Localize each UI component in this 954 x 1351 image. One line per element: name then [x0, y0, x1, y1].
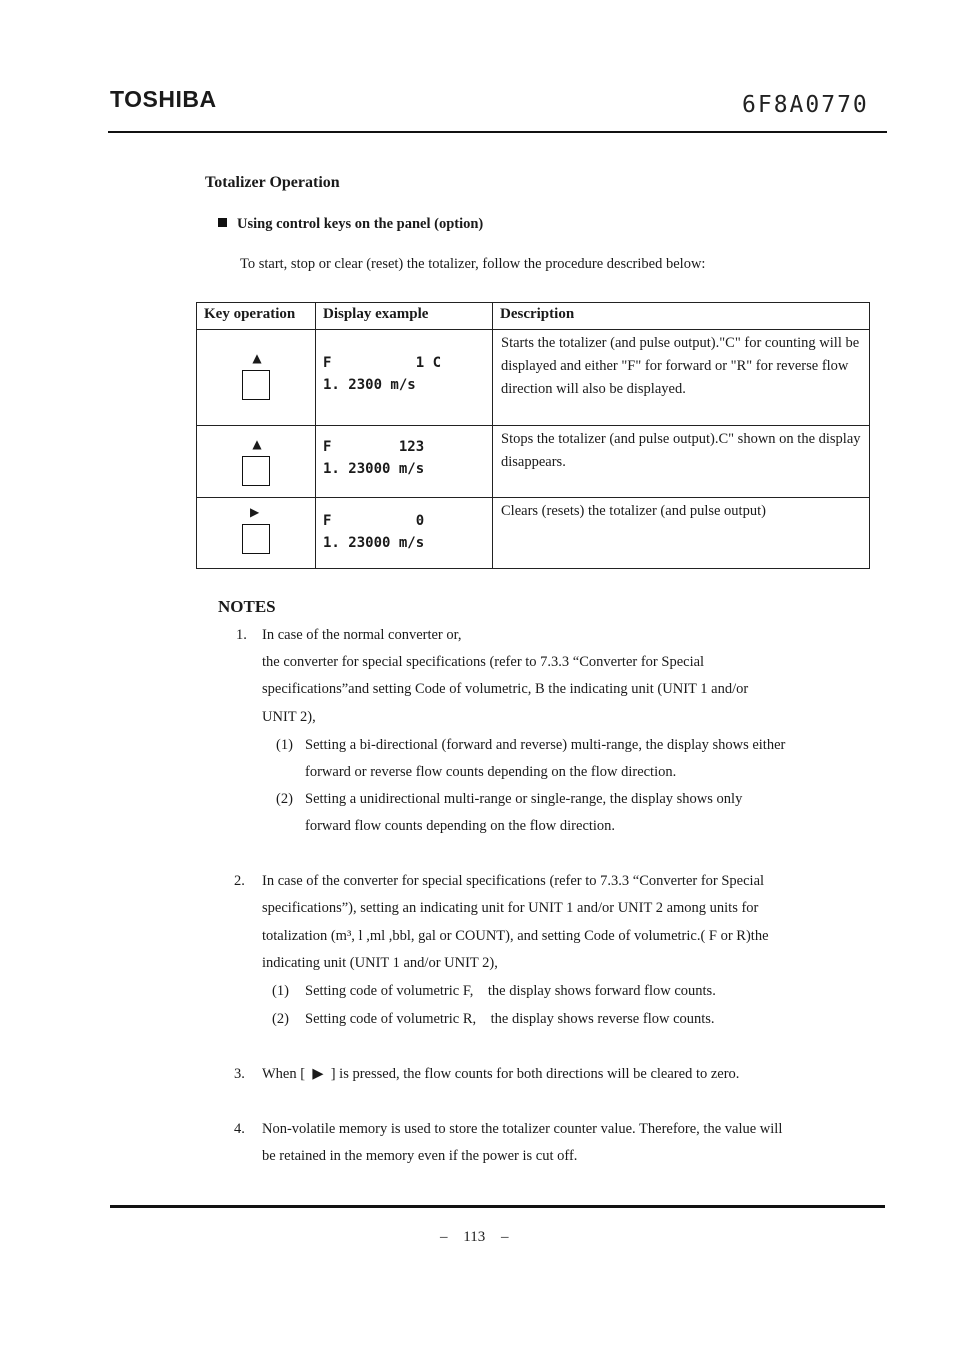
key-graphic	[242, 352, 272, 400]
table-row	[197, 330, 870, 426]
note-number: 4.	[234, 1121, 245, 1137]
display-line-1: F 123	[323, 439, 425, 455]
note-1-line-1: In case of the normal converter or,	[262, 627, 462, 643]
key-cell	[197, 330, 316, 426]
key-graphic	[242, 506, 272, 554]
sub-item-number: (1)	[272, 983, 289, 999]
note-1-line-4: UNIT 2),	[262, 709, 316, 725]
display-line-2: 1. 23000 m/s	[323, 461, 425, 477]
sub-item-number: (2)	[276, 791, 293, 807]
note-2-line-1: In case of the converter for special specifications (refer to 7.3.3 “Converter for Special	[262, 873, 765, 889]
key-graphic	[242, 438, 272, 486]
note-2-sub-1-line: Setting code of volumetric F, the display shows forward flow counts.	[305, 983, 716, 999]
note-4-line-1: Non-volatile memory is used to store the totalizer counter value. Therefore, the value will	[262, 1121, 783, 1137]
square-bullet-icon	[218, 218, 227, 227]
note-4-line-2: be retained in the memory even if the power is cut off.	[262, 1148, 578, 1164]
display-cell	[316, 498, 493, 569]
up-arrow-icon: ▲	[252, 351, 262, 365]
display-line-1: F 0	[323, 513, 425, 529]
note-2-line-3: totalization (m³, l ,ml ,bbl, gal or COUNT), and setting Code of volumetric.( F or R)the	[262, 928, 769, 944]
toshiba-logo: TOSHIBA	[110, 86, 217, 112]
right-arrow-icon: ▶	[250, 505, 260, 519]
note-number: 1.	[236, 627, 247, 643]
panel-key-icon	[242, 370, 270, 400]
note-1-sub-2-line-2: forward flow counts depending on the flow direction.	[305, 818, 616, 834]
note-2-line-2: specifications”), setting an indicating unit for UNIT 1 and/or UNIT 2 among units for	[262, 900, 759, 916]
note-number: 3.	[234, 1066, 245, 1082]
note-3-line-1: When [ ▶ ] is pressed, the flow counts for both directions will be cleared to zero.	[262, 1066, 740, 1082]
note-1-sub-1-line-2: forward or reverse flow counts depending on the flow direction.	[305, 764, 677, 780]
header-display-example: Display example	[316, 303, 493, 330]
display-cell	[316, 426, 493, 498]
up-arrow-icon: ▲	[252, 437, 262, 451]
display-line-2: 1. 2300 m/s	[323, 377, 416, 393]
description-cell: Starts the totalizer (and pulse output)."C" for counting will be displayed and either "F" for forward or "R" for reverse flow direction will also be displayed.	[493, 330, 870, 426]
key-cell	[197, 426, 316, 498]
description-cell: Clears (resets) the totalizer (and pulse output)	[493, 498, 870, 569]
key-operation-table	[196, 302, 870, 569]
note-1-line-3: specifications”and setting Code of volumetric, B the indicating unit (UNIT 1 and/or	[262, 681, 749, 697]
note-1-sub-1-line-1: Setting a bi-directional (forward and reverse) multi-range, the display shows either	[305, 737, 786, 753]
header-key-operation: Key operation	[197, 303, 316, 330]
key-cell	[197, 498, 316, 569]
display-line-2: 1. 23000 m/s	[323, 535, 425, 551]
panel-key-icon	[242, 456, 270, 486]
note-number: 2.	[234, 873, 245, 889]
page-number: – 113 –	[440, 1229, 509, 1245]
bullet-text: Using control keys on the panel (option)	[237, 216, 484, 232]
table-row	[197, 426, 870, 498]
display-cell	[316, 330, 493, 426]
table-header-row	[197, 303, 870, 330]
display-line-1: F 1 C	[323, 355, 442, 371]
section-title: Totalizer Operation	[205, 174, 340, 191]
note-1-sub-2-line-1: Setting a unidirectional multi-range or single-range, the display shows only	[305, 791, 743, 807]
intro-paragraph: To start, stop or clear (reset) the totalizer, follow the procedure described below:	[240, 256, 706, 272]
sub-item-number: (2)	[272, 1011, 289, 1027]
note-2-sub-2-line: Setting code of volumetric R, the display shows reverse flow counts.	[305, 1011, 715, 1027]
header-description: Description	[493, 303, 870, 330]
panel-key-icon	[242, 524, 270, 554]
footer-divider	[110, 1205, 885, 1208]
header-divider	[108, 131, 887, 133]
note-1-line-2: the converter for special specifications (refer to 7.3.3 “Converter for Special	[262, 654, 705, 670]
notes-title: NOTES	[218, 597, 276, 616]
note-2-line-4: indicating unit (UNIT 1 and/or UNIT 2),	[262, 955, 498, 971]
description-cell: Stops the totalizer (and pulse output).C" shown on the display disappears.	[493, 426, 870, 498]
document-number: 6F8A0770	[742, 92, 869, 118]
table-row	[197, 498, 870, 569]
bullet-heading	[218, 216, 483, 233]
sub-item-number: (1)	[276, 737, 293, 753]
